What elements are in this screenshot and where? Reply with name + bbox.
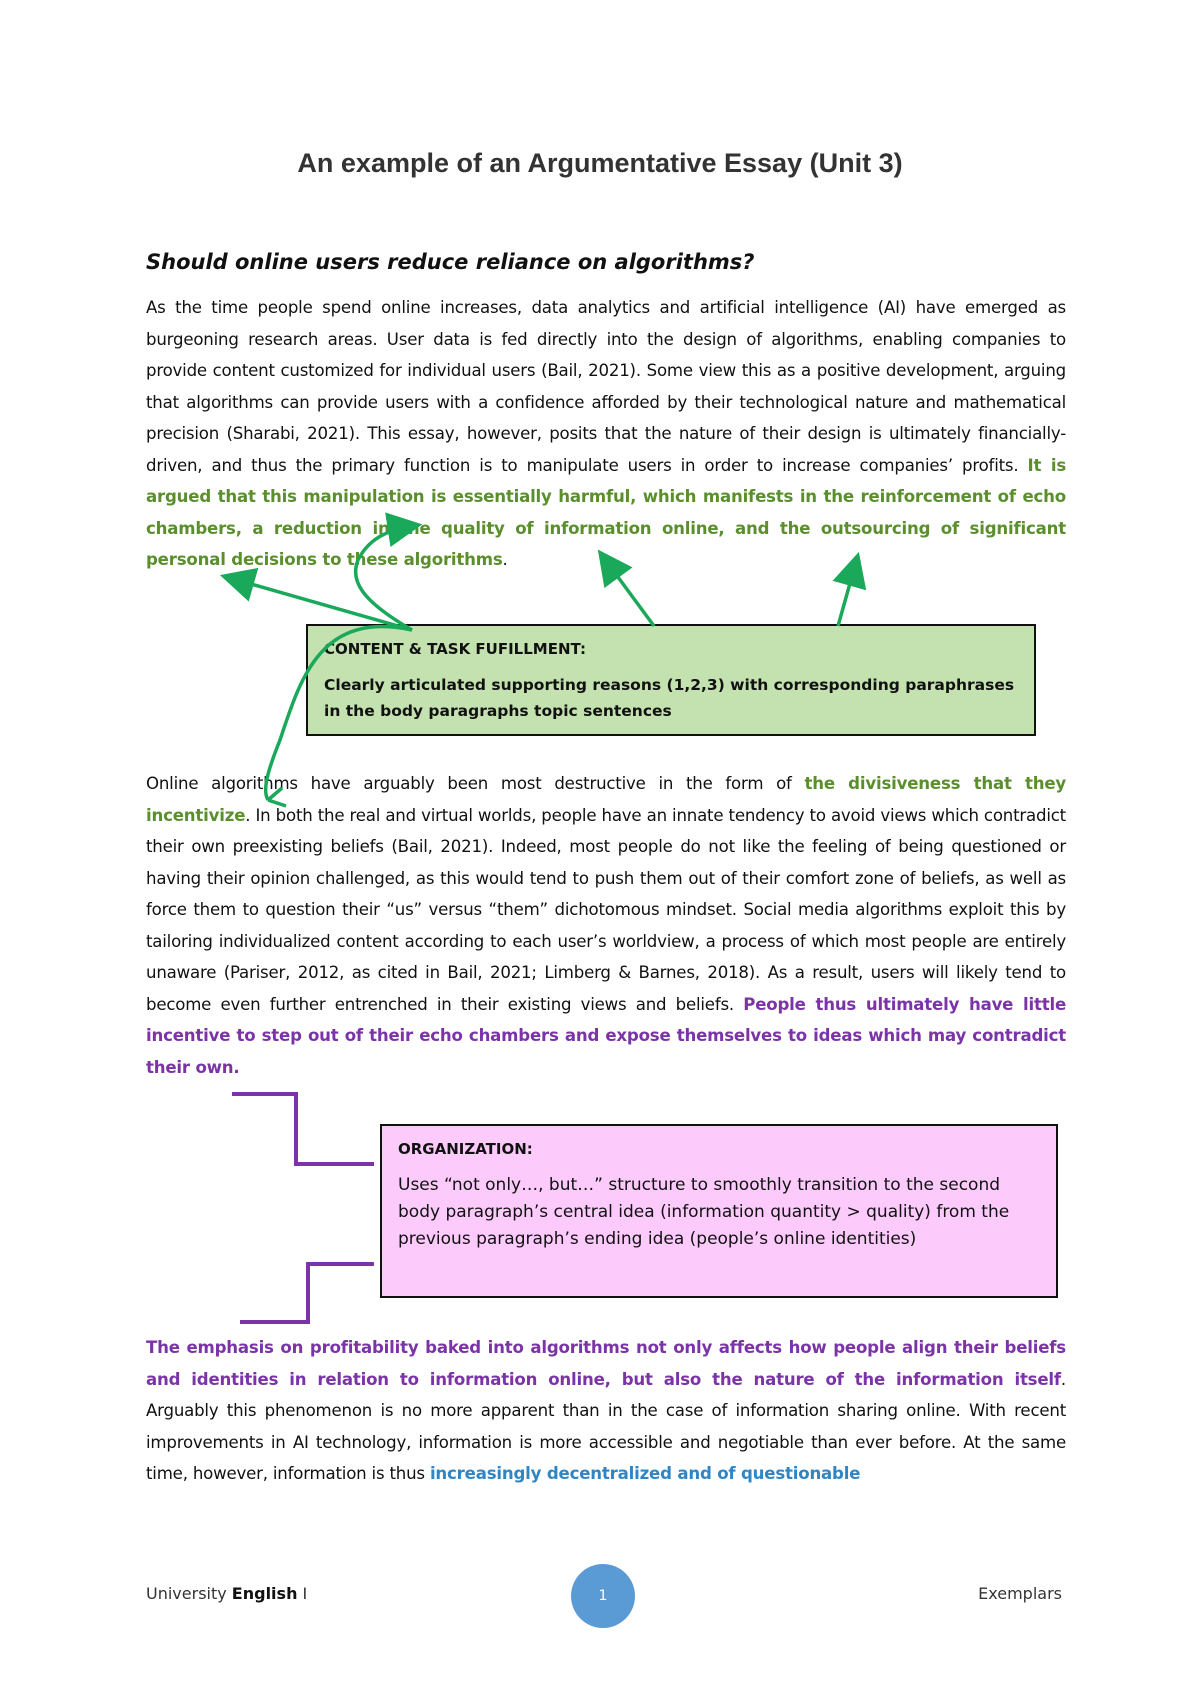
arrow-to-reason-1-upper — [356, 526, 412, 630]
body1-middle: . In both the real and virtual worlds, people have an innate tendency to avoid views which contradict their own preexisting beliefs (Bail, 2021). Indeed, most people do not like the feeling of being questioned or having their opinion challenged, as this would tend to push them out of their comfort zone of beliefs, as well as force them to question their “us” versus “them” dichotomous mindset. Social media algorithms exploit this by tailoring individualized content according to each user’s worldview, a process of which most people are entirely unaware (Pariser, 2012, as cited in Bail, 2021; Limberg & Barnes, 2018). As a result, users will likely tend to become even further entrenched in their existing views and beliefs. — [146, 805, 1066, 1014]
body1-closing: People thus ultimately have little incentive to step out of their echo chambers and expose themselves to ideas which may contradict their own. — [146, 994, 1066, 1077]
essay-question: Should online users reduce reliance on algorithms? — [146, 250, 755, 274]
body2-topic: increasingly decentralized and of questionable — [429, 1464, 861, 1483]
arrow-to-reason-3 — [838, 562, 856, 626]
arrow-head-lower — [268, 788, 286, 806]
body1-topic: the divisiveness that they incentivize — [146, 774, 1066, 825]
organization-box-heading: ORGANIZATION: — [398, 1140, 533, 1158]
body1-start: Online algorithms have arguably been most destructive in the form of — [146, 774, 805, 793]
bracket-upper — [232, 1094, 374, 1164]
content-box-heading: CONTENT & TASK FUFILLMENT: — [324, 640, 586, 658]
body2-middle: Arguably this phenomenon is no more apparent than in the case of information sharing online. With recent improvements in AI technology, information is more accessible and negotiable than ever before. At the same time, however, information is thus — [146, 1401, 1066, 1483]
content-box-body: Clearly articulated supporting reasons (1,2,3) with corresponding paraphrases in the body paragraphs topic sentences — [324, 676, 1015, 720]
footer-course — [146, 1584, 307, 1603]
body2-dot: . — [1060, 1369, 1066, 1389]
page-title: An example of an Argumentative Essay (Unit 3) — [297, 148, 903, 178]
footer-prefix: University — [146, 1584, 232, 1603]
intro-end: . — [502, 550, 508, 569]
footer-section: Exemplars — [978, 1584, 1062, 1603]
footer-suffix: I — [297, 1584, 308, 1603]
intro-text: As the time people spend online increases, data analytics and artificial intelligence (AI) have emerged as burgeoning research areas. User data is fed directly into the design of algorithms, enabling companies to provide content customized for individual users (Bail, 2021). Some view this as a positive development, arguing that algorithms can provide users with a confidence afforded by their technological nature and mathematical precision (Sharabi, 2021). This essay, however, posits that the nature of their design is ultimately financially-driven, and thus the primary function is to manipulate users in order to increase companies’ profits. — [146, 298, 1066, 475]
thesis-statement: It is argued that this manipulation is essentially harmful, which manifests in the reinforcement of echo chambers, a reduction in the quality of information online, and the outsourcing of significant personal decisions to these algorithms — [146, 455, 1066, 569]
footer-bold: English — [231, 1584, 298, 1603]
arrow-curve-lower — [266, 627, 412, 800]
body2-transition: The emphasis on profitability baked into algorithms not only affects how people align their beliefs and identities in relation to information online, but also the nature of the information itself — [146, 1338, 1066, 1389]
arrow-to-reason-2 — [604, 558, 654, 626]
arrow-to-reason-1 — [230, 578, 412, 630]
bracket-lower — [240, 1264, 374, 1322]
page-number: 1 — [571, 1564, 635, 1628]
organization-box-body: Uses “not only…, but…” structure to smoothly transition to the second body paragraph’s central idea (information quantity > quality) from the previous paragraph’s ending idea (people’s online identities) — [398, 1175, 1010, 1249]
